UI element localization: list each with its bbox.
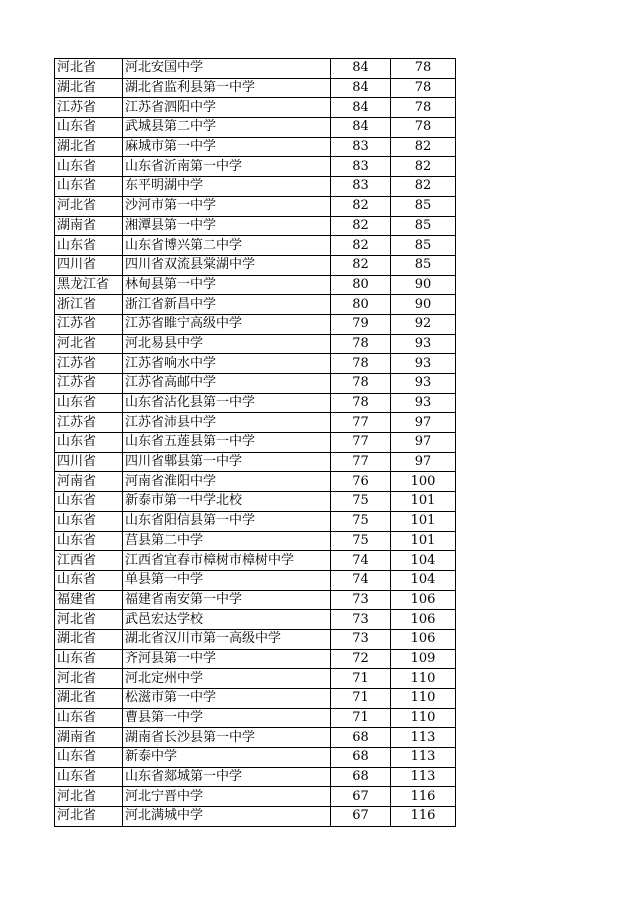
school-name-cell: 江苏省响水中学 [123, 354, 331, 374]
province-cell: 河北省 [55, 196, 123, 216]
school-name-cell: 山东省沾化县第一中学 [123, 393, 331, 413]
table-row [55, 511, 456, 531]
school-name-cell: 湖北省监利县第一中学 [123, 78, 331, 98]
province-cell: 山东省 [55, 393, 123, 413]
rank-cell: 97 [391, 452, 456, 472]
rank-cell: 110 [391, 669, 456, 689]
rank-cell: 106 [391, 590, 456, 610]
school-name-cell: 湘潭县第一中学 [123, 216, 331, 236]
school-name-cell: 浙江省新昌中学 [123, 295, 331, 315]
province-cell: 山东省 [55, 118, 123, 138]
school-name-cell: 湖南省长沙县第一中学 [123, 728, 331, 748]
count-cell: 72 [331, 649, 391, 669]
province-cell: 山东省 [55, 492, 123, 512]
school-name-cell: 松滋市第一中学 [123, 689, 331, 709]
count-cell: 75 [331, 531, 391, 551]
table-row [55, 787, 456, 807]
school-name-cell: 河南省淮阳中学 [123, 472, 331, 492]
province-cell: 河北省 [55, 787, 123, 807]
school-name-cell: 林甸县第一中学 [123, 275, 331, 295]
province-cell: 江西省 [55, 551, 123, 571]
count-cell: 75 [331, 511, 391, 531]
count-cell: 71 [331, 669, 391, 689]
school-name-cell: 武城县第二中学 [123, 118, 331, 138]
school-name-cell: 新泰中学 [123, 748, 331, 768]
rank-cell: 93 [391, 374, 456, 394]
province-cell: 河北省 [55, 669, 123, 689]
rank-cell: 78 [391, 98, 456, 118]
rank-cell: 82 [391, 137, 456, 157]
count-cell: 83 [331, 157, 391, 177]
province-cell: 江苏省 [55, 354, 123, 374]
school-name-cell: 江苏省高邮中学 [123, 374, 331, 394]
count-cell: 82 [331, 216, 391, 236]
rank-cell: 116 [391, 807, 456, 827]
rank-cell: 82 [391, 157, 456, 177]
table-row [55, 236, 456, 256]
province-cell: 河北省 [55, 59, 123, 79]
province-cell: 山东省 [55, 433, 123, 453]
rank-cell: 113 [391, 728, 456, 748]
table-row [55, 728, 456, 748]
school-name-cell: 麻城市第一中学 [123, 137, 331, 157]
rank-cell: 93 [391, 334, 456, 354]
count-cell: 84 [331, 59, 391, 79]
table-row [55, 255, 456, 275]
school-name-cell: 四川省双流县棠湖中学 [123, 255, 331, 275]
count-cell: 84 [331, 98, 391, 118]
rank-cell: 97 [391, 413, 456, 433]
table-row [55, 807, 456, 827]
rank-cell: 90 [391, 275, 456, 295]
rank-cell: 85 [391, 236, 456, 256]
rank-cell: 116 [391, 787, 456, 807]
school-name-cell: 山东省五莲县第一中学 [123, 433, 331, 453]
province-cell: 湖北省 [55, 78, 123, 98]
table-row [55, 649, 456, 669]
province-cell: 湖北省 [55, 689, 123, 709]
school-name-cell: 沙河市第一中学 [123, 196, 331, 216]
rank-cell: 101 [391, 492, 456, 512]
rank-cell: 90 [391, 295, 456, 315]
count-cell: 76 [331, 472, 391, 492]
table-row [55, 78, 456, 98]
table-row [55, 334, 456, 354]
count-cell: 67 [331, 787, 391, 807]
count-cell: 71 [331, 689, 391, 709]
school-name-cell: 山东省郯城第一中学 [123, 767, 331, 787]
province-cell: 山东省 [55, 570, 123, 590]
table-row [55, 275, 456, 295]
count-cell: 80 [331, 275, 391, 295]
count-cell: 78 [331, 393, 391, 413]
count-cell: 80 [331, 295, 391, 315]
rank-cell: 85 [391, 255, 456, 275]
table-row [55, 118, 456, 138]
rank-cell: 93 [391, 354, 456, 374]
count-cell: 77 [331, 452, 391, 472]
table-row [55, 531, 456, 551]
count-cell: 73 [331, 629, 391, 649]
school-name-cell: 河北易县中学 [123, 334, 331, 354]
table-row [55, 137, 456, 157]
province-cell: 湖北省 [55, 629, 123, 649]
rank-cell: 109 [391, 649, 456, 669]
school-name-cell: 福建省南安第一中学 [123, 590, 331, 610]
rank-cell: 85 [391, 216, 456, 236]
province-cell: 湖南省 [55, 216, 123, 236]
count-cell: 83 [331, 137, 391, 157]
table-row [55, 295, 456, 315]
count-cell: 84 [331, 78, 391, 98]
school-name-cell: 河北安国中学 [123, 59, 331, 79]
count-cell: 78 [331, 334, 391, 354]
rank-cell: 113 [391, 748, 456, 768]
rank-cell: 106 [391, 610, 456, 630]
rank-cell: 104 [391, 551, 456, 571]
school-name-cell: 武邑宏达学校 [123, 610, 331, 630]
count-cell: 68 [331, 767, 391, 787]
rank-cell: 93 [391, 393, 456, 413]
school-name-cell: 四川省郫县第一中学 [123, 452, 331, 472]
rank-cell: 97 [391, 433, 456, 453]
table-row [55, 669, 456, 689]
count-cell: 78 [331, 354, 391, 374]
table-row [55, 629, 456, 649]
table-row [55, 570, 456, 590]
count-cell: 73 [331, 590, 391, 610]
school-name-cell: 江苏省睢宁高级中学 [123, 314, 331, 334]
table-row [55, 393, 456, 413]
count-cell: 71 [331, 708, 391, 728]
count-cell: 74 [331, 570, 391, 590]
rank-cell: 78 [391, 59, 456, 79]
table-row [55, 98, 456, 118]
table-row [55, 767, 456, 787]
rank-cell: 104 [391, 570, 456, 590]
count-cell: 68 [331, 728, 391, 748]
count-cell: 77 [331, 413, 391, 433]
rank-cell: 78 [391, 78, 456, 98]
table-row [55, 708, 456, 728]
rank-cell: 101 [391, 511, 456, 531]
count-cell: 82 [331, 236, 391, 256]
table-row [55, 610, 456, 630]
province-cell: 黑龙江省 [55, 275, 123, 295]
count-cell: 78 [331, 374, 391, 394]
school-name-cell: 曹县第一中学 [123, 708, 331, 728]
school-name-cell: 东平明湖中学 [123, 177, 331, 197]
province-cell: 江苏省 [55, 413, 123, 433]
province-cell: 山东省 [55, 649, 123, 669]
province-cell: 江苏省 [55, 98, 123, 118]
school-name-cell: 山东省沂南第一中学 [123, 157, 331, 177]
count-cell: 84 [331, 118, 391, 138]
province-cell: 山东省 [55, 531, 123, 551]
school-name-cell: 河北定州中学 [123, 669, 331, 689]
rank-cell: 85 [391, 196, 456, 216]
table-row [55, 314, 456, 334]
province-cell: 福建省 [55, 590, 123, 610]
count-cell: 74 [331, 551, 391, 571]
province-cell: 山东省 [55, 236, 123, 256]
table-row [55, 177, 456, 197]
table-row [55, 590, 456, 610]
province-cell: 山东省 [55, 708, 123, 728]
province-cell: 河南省 [55, 472, 123, 492]
province-cell: 河北省 [55, 807, 123, 827]
count-cell: 82 [331, 196, 391, 216]
school-ranking-table [54, 58, 456, 827]
school-name-cell: 莒县第二中学 [123, 531, 331, 551]
count-cell: 79 [331, 314, 391, 334]
count-cell: 82 [331, 255, 391, 275]
province-cell: 浙江省 [55, 295, 123, 315]
rank-cell: 110 [391, 708, 456, 728]
school-name-cell: 河北宁晋中学 [123, 787, 331, 807]
rank-cell: 78 [391, 118, 456, 138]
province-cell: 河北省 [55, 610, 123, 630]
count-cell: 73 [331, 610, 391, 630]
table-row [55, 452, 456, 472]
school-name-cell: 新泰市第一中学北校 [123, 492, 331, 512]
school-name-cell: 湖北省汉川市第一高级中学 [123, 629, 331, 649]
rank-cell: 101 [391, 531, 456, 551]
province-cell: 山东省 [55, 511, 123, 531]
school-name-cell: 江苏省泗阳中学 [123, 98, 331, 118]
table-row [55, 374, 456, 394]
province-cell: 江苏省 [55, 314, 123, 334]
province-cell: 山东省 [55, 767, 123, 787]
rank-cell: 82 [391, 177, 456, 197]
rank-cell: 106 [391, 629, 456, 649]
province-cell: 四川省 [55, 452, 123, 472]
count-cell: 77 [331, 433, 391, 453]
rank-cell: 100 [391, 472, 456, 492]
count-cell: 75 [331, 492, 391, 512]
school-name-cell: 河北满城中学 [123, 807, 331, 827]
school-name-cell: 山东省博兴第二中学 [123, 236, 331, 256]
province-cell: 山东省 [55, 748, 123, 768]
count-cell: 83 [331, 177, 391, 197]
province-cell: 江苏省 [55, 374, 123, 394]
table-row [55, 59, 456, 79]
rank-cell: 113 [391, 767, 456, 787]
count-cell: 68 [331, 748, 391, 768]
province-cell: 河北省 [55, 334, 123, 354]
table-row [55, 157, 456, 177]
province-cell: 湖南省 [55, 728, 123, 748]
school-name-cell: 齐河县第一中学 [123, 649, 331, 669]
province-cell: 山东省 [55, 177, 123, 197]
table-row [55, 413, 456, 433]
province-cell: 山东省 [55, 157, 123, 177]
school-name-cell: 山东省阳信县第一中学 [123, 511, 331, 531]
table-row [55, 492, 456, 512]
school-name-cell: 单县第一中学 [123, 570, 331, 590]
rank-cell: 92 [391, 314, 456, 334]
table-row [55, 689, 456, 709]
province-cell: 四川省 [55, 255, 123, 275]
table-row [55, 472, 456, 492]
table-row [55, 748, 456, 768]
table-row [55, 551, 456, 571]
table-body [55, 59, 456, 827]
province-cell: 湖北省 [55, 137, 123, 157]
table-row [55, 216, 456, 236]
rank-cell: 110 [391, 689, 456, 709]
school-name-cell: 江苏省沛县中学 [123, 413, 331, 433]
table-row [55, 196, 456, 216]
table-row [55, 433, 456, 453]
table-row [55, 354, 456, 374]
school-name-cell: 江西省宜春市樟树市樟树中学 [123, 551, 331, 571]
count-cell: 67 [331, 807, 391, 827]
